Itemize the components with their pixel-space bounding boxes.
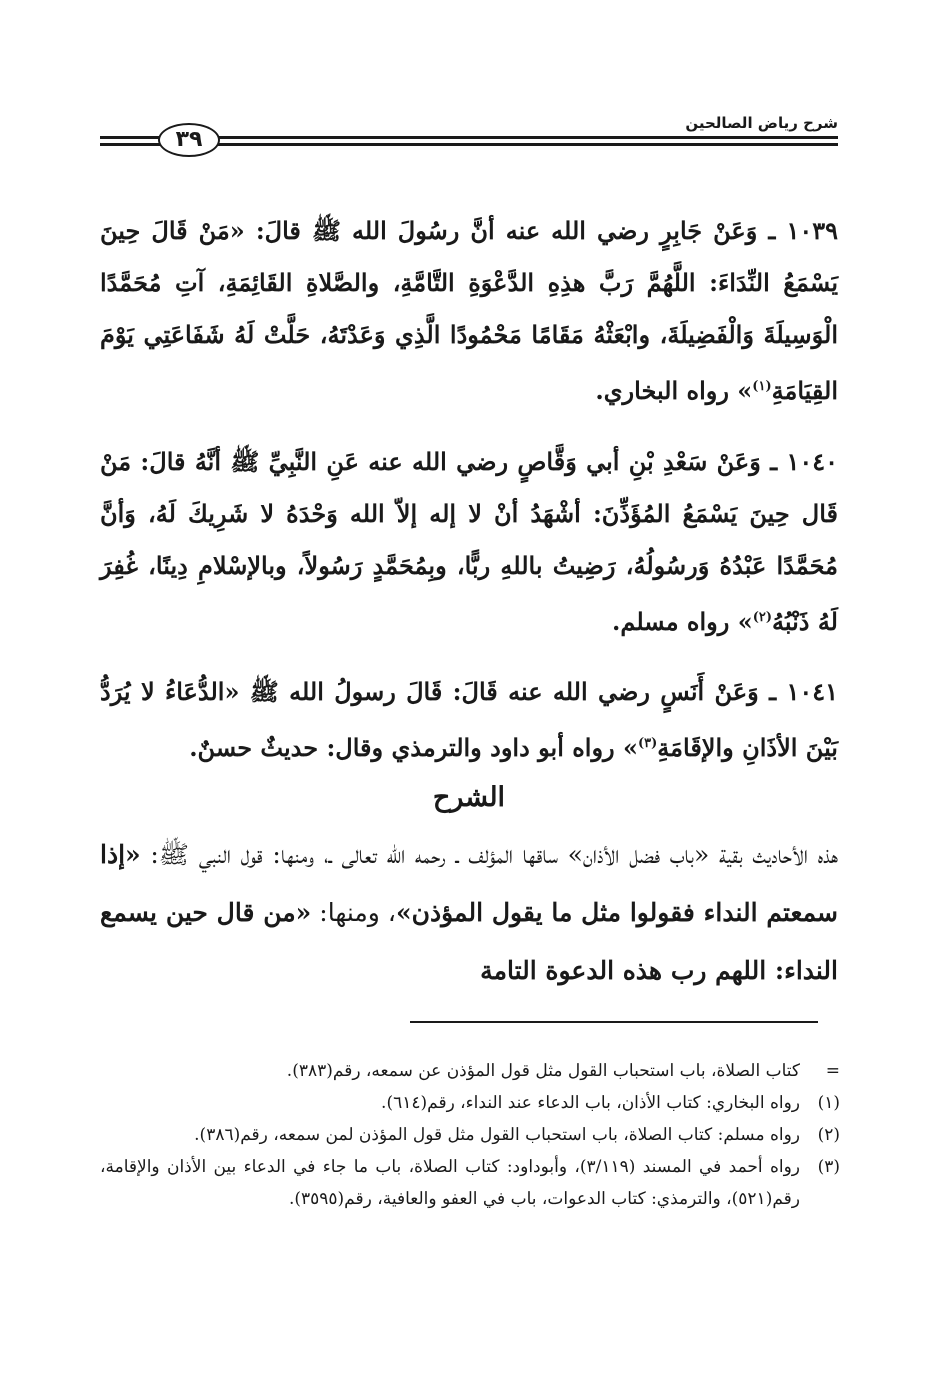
commentary-text: ، ومنها: (311, 898, 396, 927)
footnote-mark: = (825, 1061, 840, 1081)
hadith-1040 (100, 436, 838, 648)
header-rule (218, 136, 838, 139)
book-title: شرح رياض الصالحين (685, 114, 838, 132)
commentary (100, 826, 838, 1000)
commentary-quote: «إذا سمعتم النداء فقولوا مثل ما يقول المؤذن» (100, 840, 838, 927)
hadith-source: » رواه أبو داود والترمذي وقال: حديثٌ حسنٌ. (189, 733, 638, 762)
header-rule (218, 143, 838, 146)
section-heading: الشرح (432, 782, 506, 813)
footnote-text: رواه البخاري: كتاب الأذان، باب الدعاء عند النداء، رقم(٦١٤). (381, 1093, 800, 1113)
hadith-text: ١٠٣٩ ـ وَعَنْ جَابِرٍ رضي الله عنه أنَّ رسُولَ الله ﷺ قالَ: «مَنْ قَالَ حِينَ يَسْمَعُ النِّدَاءَ: اللَّهُمَّ رَبَّ هذِهِ الدَّعْوَةِ التَّامَّةِ، والصَّلاةِ القَائِمَةِ، آتِ مُحَمَّدًا الْوَسِيلَةَ وَالْفَضِيلَةَ، وابْعَثْهُ مَقَامًا مَحْمُودًا الَّذِي وَعَدْتَهُ، حَلَّتْ لَهُ شَفَاعَتِي يَوْمَ القِيَامَةِ (100, 216, 838, 405)
footnote-item (100, 1151, 840, 1215)
header-rule (100, 136, 160, 139)
footnote-item (100, 1119, 840, 1151)
footnote-ref: (١) (752, 379, 772, 394)
hadith-text: ١٠٤٠ ـ وَعَنْ سَعْدِ بْنِ أبي وَقَّاصٍ رضي الله عنه عَنِ النَّبِيِّ ﷺ أنَّهُ قالَ: مَنْ قَال حِينَ يَسْمَعُ المُؤَذِّنَ: أشْهَدُ أنْ لا إله إلاّ الله وَحْدَهُ لا شَرِيكَ لَهُ، وَأنَّ مُحَمَّدًا عَبْدُهُ وَرسُولُهُ، رَضِيتُ باللهِ ربًّا، وبِمُحَمَّدٍ رَسُولاً، وبالإسْلامِ دِينًا، غُفِرَ لَهُ ذَنْبُهُ (100, 447, 839, 636)
footnote-ref: (٣) (638, 736, 658, 751)
footnote-mark: (٣) (817, 1157, 840, 1177)
hadith-1039 (100, 205, 838, 417)
header-rule (100, 143, 160, 146)
footnote-item (100, 1055, 840, 1087)
hadith-1041 (100, 666, 838, 774)
hadith-source: » رواه مسلم. (612, 607, 753, 636)
footnote-text: كتاب الصلاة، باب استحباب القول مثل قول المؤذن عن سمعه، رقم(٣٨٣). (286, 1061, 800, 1081)
hadith-source: » رواه البخاري. (595, 376, 753, 405)
footnote-text: رواه أحمد في المسند (٣/١١٩)، وأبوداود: كتاب الصلاة، باب ما جاء في الدعاء بين الأذان والإقامة، رقم(٥٢١)، والترمذي: كتاب الدعوات، باب في العفو والعافية، رقم(٣٥٩٥). (100, 1157, 800, 1209)
footnote-mark: (١) (817, 1093, 840, 1113)
footnote-mark: (٢) (817, 1125, 840, 1145)
footnote-text: رواه مسلم: كتاب الصلاة، باب استحباب القول مثل قول المؤذن لمن سمعه، رقم(٣٨٦). (194, 1125, 800, 1145)
footnote-ref: (٢) (752, 610, 772, 625)
commentary-quote: «من قال حين يسمع النداء: اللهم رب هذه الدعوة التامة (100, 898, 838, 985)
hadith-text: ١٠٤١ ـ وَعَنْ أَنَسٍ رضي الله عنه قَالَ: قَالَ رسولُ الله ﷺ «الدُّعَاءُ لا يُرَدُّ بَيْنَ الأذَانِ والإقَامَةِ (100, 677, 838, 762)
page-header (100, 106, 838, 162)
footnote-item (100, 1087, 840, 1119)
page-number: ٣٩ (158, 123, 220, 157)
footnotes (100, 1055, 840, 1215)
commentary-intro: هذه الأحاديث بقية «باب فضل الأذان» ساقها المؤلف ـ رحمه الله تعالى ـ، ومنها: قول النبي ﷺ: (140, 840, 838, 869)
footnote-separator (410, 1021, 818, 1023)
